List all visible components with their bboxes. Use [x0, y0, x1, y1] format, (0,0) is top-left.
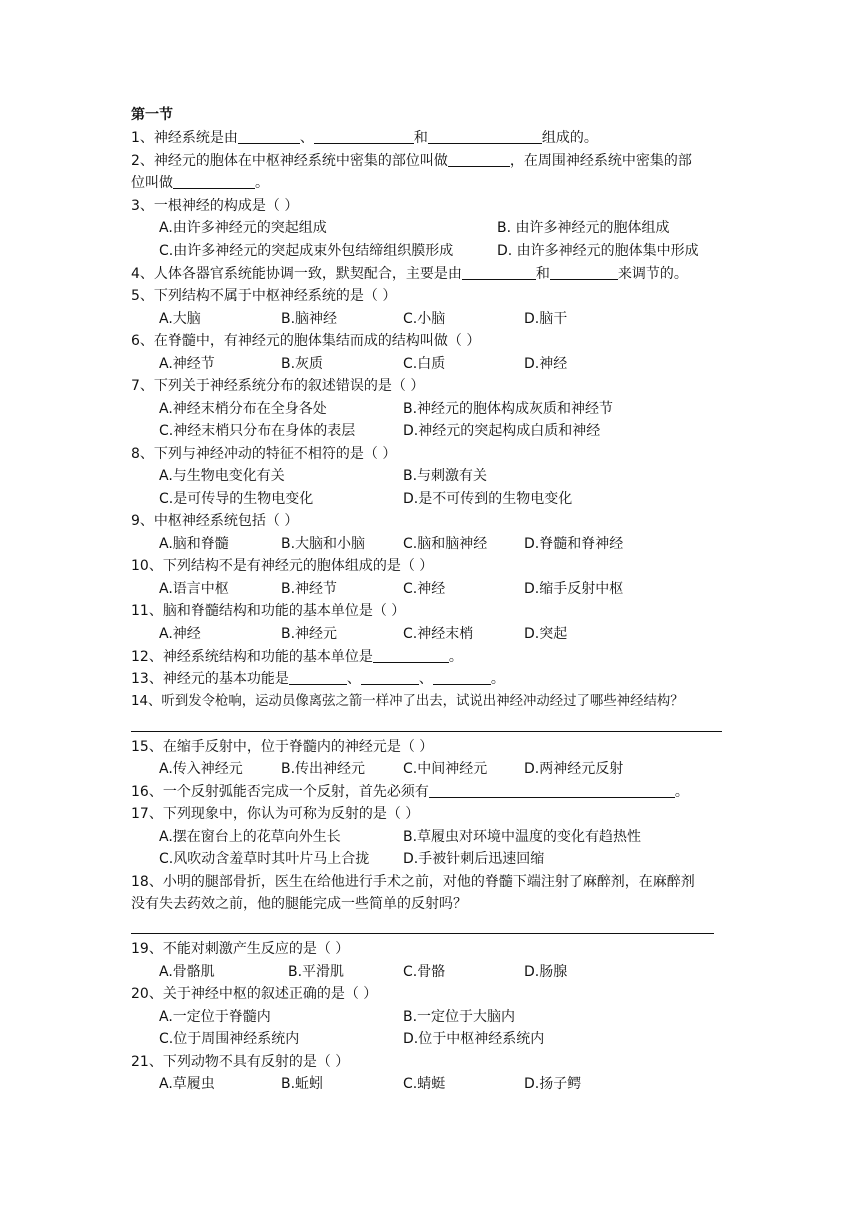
question-2: 2、神经元的胞体在中枢神经系统中密集的部位叫做 ，在周围神经系统中密集的部	[131, 153, 692, 169]
question-3-stem: 3、一根神经的构成是（ ）	[131, 198, 299, 214]
option-d[interactable]: D.肠腺	[524, 964, 568, 980]
option-c[interactable]: C.中间神经元	[403, 761, 488, 777]
option-c[interactable]: C.小脑	[403, 311, 446, 327]
option-a[interactable]: A.语言中枢	[159, 581, 229, 597]
option-b[interactable]: B.一定位于大脑内	[403, 1009, 516, 1025]
option-d[interactable]: D.脊髓和脊神经	[524, 536, 624, 552]
option-a[interactable]: A.摆在窗台上的花草向外生长	[159, 829, 341, 845]
answer-blank[interactable]	[289, 669, 347, 685]
option-d[interactable]: D.神经	[524, 356, 568, 372]
option-c[interactable]: C.神经	[403, 581, 446, 597]
option-d[interactable]: D.神经元的突起构成白质和神经	[403, 423, 601, 439]
option-b[interactable]: B. 由许多神经元的胞体组成	[497, 220, 670, 236]
question-1: 1、神经系统是由 、 和 组成的。	[131, 130, 598, 146]
option-a[interactable]: A.草履虫	[159, 1076, 215, 1092]
question-13: 13、神经元的基本功能是 、 、 。	[131, 671, 505, 687]
question-4: 4、人体各器官系统能协调一致，默契配合，主要是由 和 来调节的。	[131, 266, 688, 282]
option-d[interactable]: D.手被针刺后迅速回缩	[403, 851, 545, 867]
answer-blank[interactable]	[550, 264, 618, 280]
answer-blank[interactable]	[428, 128, 542, 144]
answer-blank[interactable]	[361, 669, 419, 685]
option-a[interactable]: A.一定位于脊髓内	[159, 1009, 271, 1025]
option-d[interactable]: D.是不可传到的生物电变化	[403, 491, 573, 507]
question-17-stem: 17、下列现象中，你认为可称为反射的是（ ）	[131, 806, 420, 822]
question-6-stem: 6、在脊髓中，有神经元的胞体集结而成的结构叫做（ ）	[131, 333, 481, 349]
option-a[interactable]: A.神经	[159, 626, 201, 642]
option-d[interactable]: D.缩手反射中枢	[524, 581, 624, 597]
question-16: 16、一个反射弧能否完成一个反射，首先必须有 。	[131, 784, 689, 800]
option-b[interactable]: B.神经节	[281, 581, 338, 597]
option-a[interactable]: A.与生物电变化有关	[159, 468, 285, 484]
option-a[interactable]: A.脑和脊髓	[159, 536, 229, 552]
option-d[interactable]: D.扬子鳄	[524, 1076, 582, 1092]
option-b[interactable]: B.与刺激有关	[403, 468, 488, 484]
answer-line[interactable]	[131, 933, 714, 934]
option-b[interactable]: B.神经元	[281, 626, 338, 642]
answer-blank[interactable]	[238, 128, 300, 144]
option-c[interactable]: C.是可传导的生物电变化	[159, 491, 314, 507]
question-7-stem: 7、下列关于神经系统分布的叙述错误的是（ ）	[131, 378, 425, 394]
answer-blank[interactable]	[433, 669, 491, 685]
question-11-stem: 11、脑和脊髓结构和功能的基本单位是（ ）	[131, 603, 406, 619]
option-a[interactable]: A.传入神经元	[159, 761, 243, 777]
option-b[interactable]: B.蚯蚓	[281, 1076, 324, 1092]
option-a[interactable]: A.神经末梢分布在全身各处	[159, 401, 327, 417]
question-18-stem-cont: 没有失去药效之前，他的腿能完成一些简单的反射吗？	[131, 896, 467, 912]
option-d[interactable]: D.位于中枢神经系统内	[403, 1031, 545, 1047]
question-15-stem: 15、在缩手反射中，位于脊髓内的神经元是（ ）	[131, 739, 434, 755]
question-12: 12、神经系统结构和功能的基本单位是 。	[131, 649, 463, 665]
option-b[interactable]: B.草履虫对环境中温度的变化有趋热性	[403, 829, 642, 845]
option-c[interactable]: C.神经末梢只分布在身体的表层	[159, 423, 356, 439]
option-a[interactable]: A.骨骼肌	[159, 964, 215, 980]
question-8-stem: 8、下列与神经冲动的特征不相符的是（ ）	[131, 446, 397, 462]
answer-blank[interactable]	[314, 128, 414, 144]
option-c[interactable]: C.骨骼	[403, 964, 446, 980]
question-14-stem: 14、听到发令枪响，运动员像离弦之箭一样冲了出去，试说出神经冲动经过了哪些神经结构？	[131, 694, 684, 709]
question-2-cont: 位叫做 。	[131, 175, 269, 191]
answer-blank[interactable]	[448, 151, 510, 167]
option-b[interactable]: B.大脑和小脑	[281, 536, 366, 552]
option-c[interactable]: C.风吹动含羞草时其叶片马上合拢	[159, 851, 370, 867]
answer-blank[interactable]	[429, 782, 675, 798]
question-21-stem: 21、下列动物不具有反射的是（ ）	[131, 1054, 350, 1070]
option-b[interactable]: B.脑神经	[281, 311, 338, 327]
option-d[interactable]: D.脑干	[524, 311, 568, 327]
option-a[interactable]: A.由许多神经元的突起组成	[159, 220, 327, 236]
question-5-stem: 5、下列结构不属于中枢神经系统的是（ ）	[131, 288, 397, 304]
option-b[interactable]: B.灰质	[281, 356, 324, 372]
option-c[interactable]: C.蜻蜓	[403, 1076, 446, 1092]
answer-blank[interactable]	[373, 647, 449, 663]
option-b[interactable]: B.平滑肌	[288, 964, 345, 980]
answer-line[interactable]	[131, 731, 722, 732]
question-9-stem: 9、中枢神经系统包括（ ）	[131, 513, 299, 529]
option-d[interactable]: D.突起	[524, 626, 568, 642]
option-c[interactable]: C.脑和脑神经	[403, 536, 488, 552]
option-c[interactable]: C.由许多神经元的突起成束外包结缔组织膜形成	[159, 243, 454, 259]
option-d[interactable]: D. 由许多神经元的胞体集中形成	[497, 243, 699, 259]
option-b[interactable]: B.神经元的胞体构成灰质和神经节	[403, 401, 614, 417]
question-20-stem: 20、关于神经中枢的叙述正确的是（ ）	[131, 986, 378, 1002]
answer-blank[interactable]	[462, 264, 536, 280]
question-19-stem: 19、不能对刺激产生反应的是（ ）	[131, 941, 350, 957]
answer-blank[interactable]	[173, 173, 255, 189]
question-18-stem: 18、小明的腿部骨折，医生在给他进行手术之前，对他的脊髓下端注射了麻醉剂，在麻醉剂	[131, 874, 695, 890]
option-d[interactable]: D.两神经元反射	[524, 761, 624, 777]
option-a[interactable]: A.神经节	[159, 356, 215, 372]
option-c[interactable]: C.位于周围神经系统内	[159, 1031, 300, 1047]
option-b[interactable]: B.传出神经元	[281, 761, 366, 777]
section-heading: 第一节	[131, 107, 173, 123]
option-c[interactable]: C.白质	[403, 356, 446, 372]
question-10-stem: 10、下列结构不是有神经元的胞体组成的是（ ）	[131, 558, 434, 574]
option-c[interactable]: C.神经末梢	[403, 626, 474, 642]
option-a[interactable]: A.大脑	[159, 311, 201, 327]
